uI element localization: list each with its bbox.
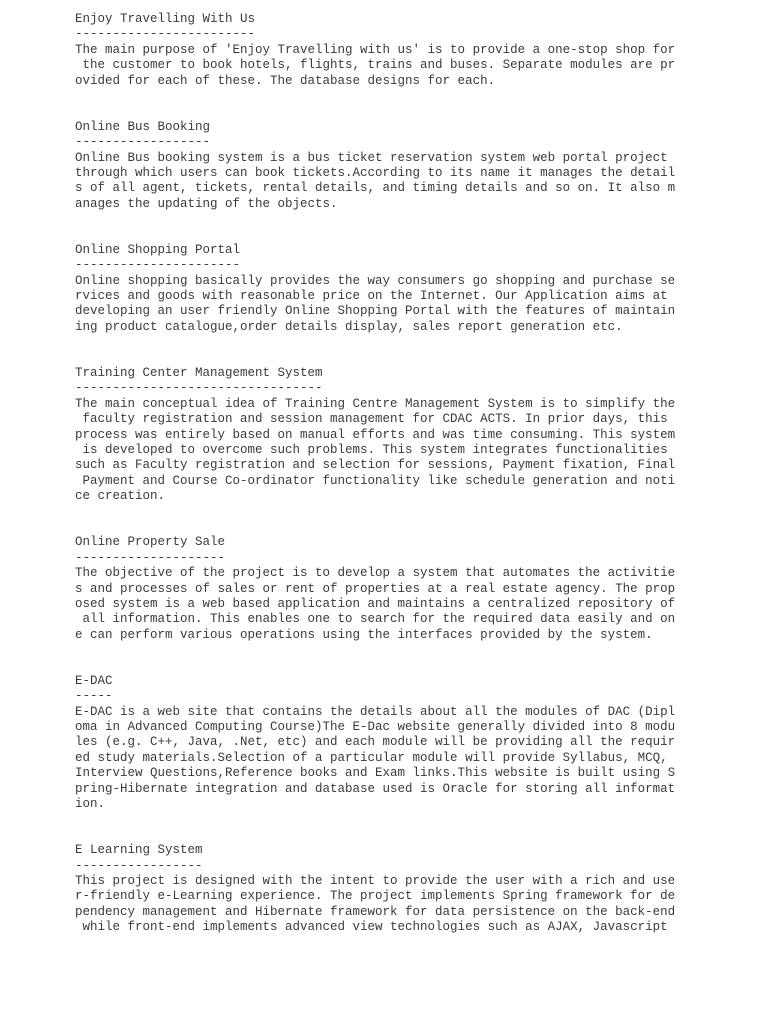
body-text-line: Payment and Course Co-ordinator functionality like schedule generation and noti (75, 473, 676, 488)
section-title: Enjoy Travelling With Us (75, 12, 256, 26)
section-title: E-DAC (75, 673, 113, 688)
body-text-line: ovided for each of these. The database designs for each. (75, 73, 496, 88)
body-text-line: The main conceptual idea of Training Centre Management System is to simplify the (75, 396, 676, 411)
body-text-line: through which users can book tickets.According to its name it manages the detail (75, 165, 676, 180)
body-text-line: pendency management and Hibernate framework for data persistence on the back-end (75, 904, 676, 919)
section-underline: ------------------ (75, 135, 211, 150)
section (75, 535, 725, 643)
body-text-line: ed study materials.Selection of a particular module will provide Syllabus, MCQ, (75, 750, 668, 765)
body-text-line: faculty registration and session management for CDAC ACTS. In prior days, this (75, 412, 668, 427)
body-text-line: ing product catalogue,order details display, sales report generation etc. (75, 319, 623, 334)
body-text-line: Interview Questions,Reference books and Exam links.This website is built using S (75, 766, 676, 781)
body-text-line: all information. This enables one to search for the required data easily and on (75, 612, 676, 627)
section (75, 120, 725, 212)
body-text-line: s of all agent, tickets, rental details, and timing details and so on. It also m (75, 181, 676, 196)
body-text-line: e can perform various operations using the interfaces provided by the system. (75, 627, 653, 642)
section-spacer (75, 212, 725, 243)
section-title: E Learning System (75, 843, 203, 858)
section-underline: ----- (75, 689, 113, 704)
body-text-line: process was entirely based on manual efforts and was time consuming. This system (75, 427, 676, 442)
body-text-line: The objective of the project is to develop a system that automates the activitie (75, 566, 676, 581)
body-text-line: developing an user friendly Online Shopping Portal with the features of maintain (75, 304, 676, 319)
body-text-line: les (e.g. C++, Java, .Net, etc) and each module will be providing all the requir (75, 735, 676, 750)
section-underline: ---------------------- (75, 258, 241, 273)
section-spacer (75, 812, 725, 843)
section (75, 243, 725, 335)
body-text-line: while front-end implements advanced view technologies such as AJAX, Javascript (75, 920, 668, 935)
body-text-line: is developed to overcome such problems. This system integrates functionalities (75, 442, 668, 457)
body-text-line: This project is designed with the intent to provide the user with a rich and use (75, 873, 676, 888)
section-title: Online Shopping Portal (75, 242, 241, 257)
section-underline: ------------------------ (75, 27, 256, 42)
body-text-line: r-friendly e-Learning experience. The project implements Spring framework for de (75, 889, 676, 904)
section-title: Online Bus Booking (75, 119, 211, 134)
section-spacer (75, 335, 725, 366)
section-underline: ----------------- (75, 858, 203, 873)
body-text-line: pring-Hibernate integration and database used is Oracle for storing all informat (75, 781, 676, 796)
section (75, 674, 725, 813)
section-underline: --------------------------------- (75, 381, 323, 396)
body-text-line: E-DAC is a web site that contains the details about all the modules of DAC (Dipl (75, 704, 676, 719)
body-text-line: The main purpose of 'Enjoy Travelling with us' is to provide a one-stop shop for (75, 42, 676, 57)
section (75, 843, 725, 935)
section-spacer (75, 89, 725, 120)
body-text-line: rvices and goods with reasonable price on the Internet. Our Application aims at (75, 289, 668, 304)
body-text-line: oma in Advanced Computing Course)The E-Dac website generally divided into 8 modu (75, 720, 676, 735)
body-text-line: such as Faculty registration and selection for sessions, Payment fixation, Final (75, 458, 676, 473)
section-spacer (75, 505, 725, 536)
body-text-line: s and processes of sales or rent of properties at a real estate agency. The prop (75, 581, 676, 596)
document-page (75, 12, 725, 936)
body-text-line: osed system is a web based application and maintains a centralized repository of (75, 596, 676, 611)
section-title: Online Property Sale (75, 535, 226, 550)
section-underline: -------------------- (75, 550, 226, 565)
section-spacer (75, 643, 725, 674)
section-title: Training Center Management System (75, 366, 323, 381)
section (75, 366, 725, 505)
body-text-line: ion. (75, 797, 106, 811)
body-text-line: ce creation. (75, 489, 166, 504)
body-text-line: Online Bus booking system is a bus ticket reservation system web portal project (75, 150, 668, 165)
body-text-line: the customer to book hotels, flights, trains and buses. Separate modules are pr (75, 58, 676, 73)
body-text-line: Online shopping basically provides the way consumers go shopping and purchase se (75, 273, 676, 288)
body-text-line: anages the updating of the objects. (75, 196, 338, 211)
section (75, 12, 725, 89)
